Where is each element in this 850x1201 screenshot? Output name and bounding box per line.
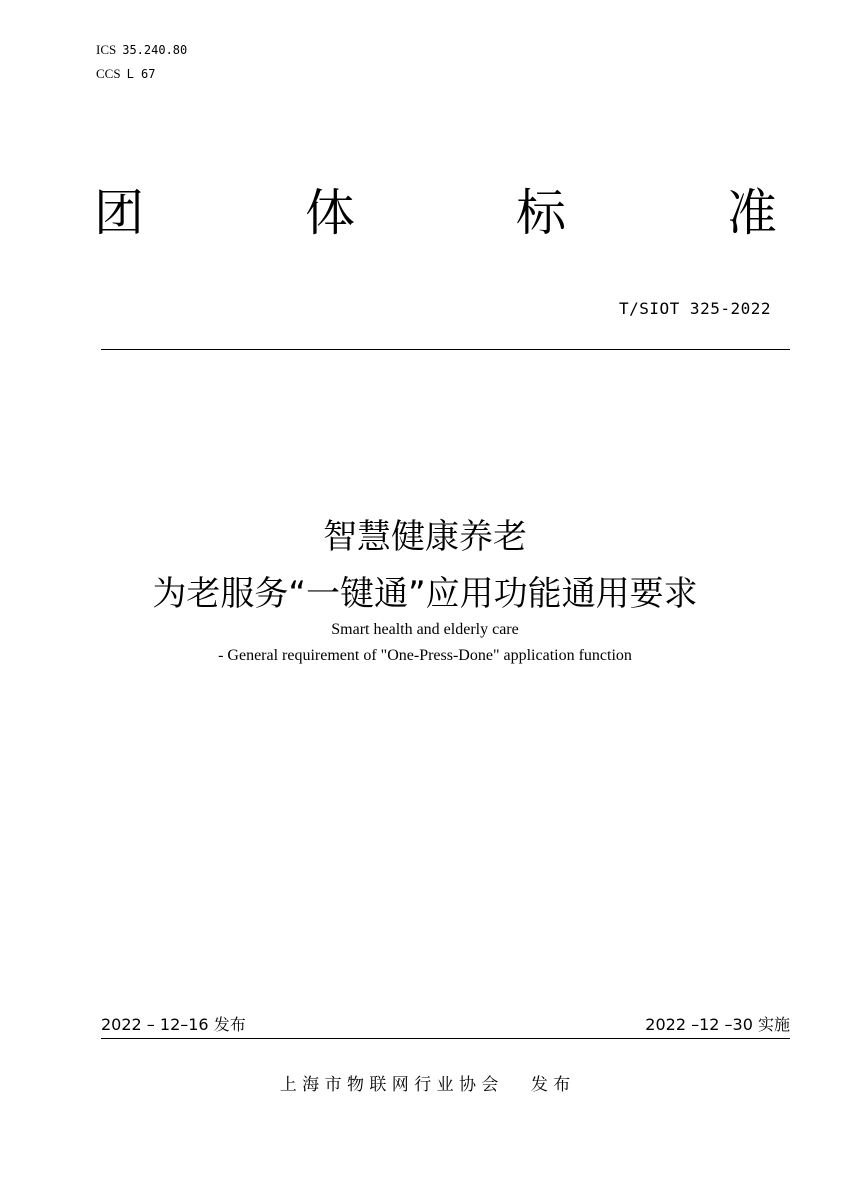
implementation-date: 2022 –12 –30 实施 [645,1015,790,1034]
publisher: 上 海 市 物 联 网 行 业 协 会 发 布 [279,1075,571,1095]
standard-type-char-1: 团 [94,184,144,242]
title-cn-line1: 智慧健康养老 [323,517,527,557]
ccs-code [96,66,155,83]
top-divider [101,349,790,350]
ics-label: ICS [96,42,117,57]
ccs-value: L 67 [126,67,156,81]
issue-date: 2022 – 12–16 发布 [101,1015,246,1034]
title-en-line1: Smart health and elderly care [331,621,519,638]
title-en-line2: - General requirement of "One-Press-Done" application function [218,647,632,664]
standard-type-char-3: 标 [516,184,566,242]
bottom-divider [101,1038,790,1039]
standard-number: T/SIOT 325-2022 [619,299,771,318]
ics-value: 35.240.80 [122,43,188,57]
ccs-label: CCS [96,66,121,81]
ics-code [96,42,187,59]
standard-type-char-2: 体 [305,184,355,242]
title-cn-line2: 为老服务“一键通”应用功能通用要求 [152,574,698,614]
standard-type-char-4: 准 [727,184,777,242]
